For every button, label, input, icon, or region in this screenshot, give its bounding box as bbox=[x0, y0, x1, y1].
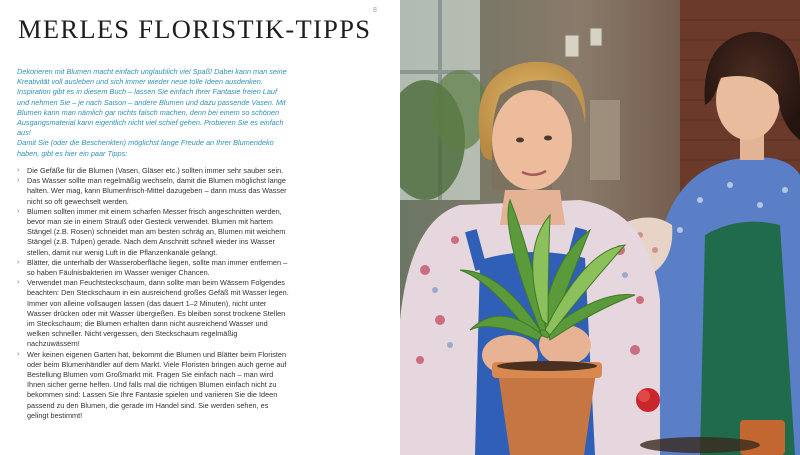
bullet-icon: › bbox=[17, 279, 20, 287]
bullet-icon: › bbox=[17, 207, 20, 215]
photo-page bbox=[400, 0, 800, 455]
intro-text bbox=[17, 67, 289, 159]
tip-text: Blätter, die unterhalb der Wasseroberfläche liegen, sollte man immer entfernen – so haben Fäulnisbakterien im Wasser weniger Chancen. bbox=[27, 257, 288, 278]
tip-text: Verwendet man Feuchtsteckschaum, dann sollte man beim Wässern Folgendes beachten: Den Steckschaum in ein ausreichend großes Gefäß mit Wasser legen. Immer von alleine vollsaugen lassen (das dauert 1–2 Minuten), nicht unter Wasser drücken oder mit Wasser übergießen. Es bleiben sonst trockene Stellen im Steckschaum; die Blumen erhalten dann nicht ausreichend Wasser und welken schneller. Nicht vergessen, den Steckschaum regelmäßig nachzuwässern! bbox=[27, 278, 289, 349]
tip-text: Blumen sollten immer mit einem scharfen Messer frisch angeschnitten werden, bevor man sie in einem Strauß oder Gesteck verwendet. Blumen mit hartem Stängel (z.B. Rosen) schneidet man am besten schräg an, Blumen mit weichem Stängel (z.B. Tulpen) gerade. Nach dem Anschnitt schnell wieder ins Wasser stellen, damit nur wenig Luft in die Pflanzenkanäle gelangt. bbox=[27, 206, 286, 257]
tip-item bbox=[17, 207, 289, 258]
tip-item bbox=[17, 176, 289, 207]
page-number: 8 bbox=[373, 7, 377, 14]
tip-item bbox=[17, 278, 289, 349]
tip-item bbox=[17, 166, 289, 176]
tip-text: Das Wasser sollte man regelmäßig wechseln, damit die Blumen möglichst lange halten. Wer mag, kann Blumenfrisch-Mittel dazugeben – dann muss das Wasser nicht so oft gewechselt werden. bbox=[27, 176, 287, 206]
tip-text: Die Gefäße für die Blumen (Vasen, Gläser etc.) sollten immer sehr sauber sein. bbox=[27, 166, 284, 175]
flower-pot bbox=[498, 372, 596, 455]
bullet-icon: › bbox=[17, 167, 20, 174]
tip-item bbox=[17, 350, 289, 421]
tip-item bbox=[17, 258, 289, 278]
bullet-icon: › bbox=[17, 177, 20, 185]
page-title: MERLES FLORISTIK-TIPPS bbox=[18, 14, 372, 44]
bullet-icon: › bbox=[17, 258, 20, 266]
tips-list bbox=[17, 166, 289, 421]
intro-paragraph: Damit Sie (oder die Beschenkten) möglichst lange Freude an Ihrer Blumendeko haben, gibt es hier ein paar Tipps: bbox=[17, 138, 274, 158]
intro-paragraph: Dekorieren mit Blumen macht einfach unglaublich viel Spaß! Dabei kann man seine Kreativität voll ausleben und sich immer wieder neue tolle Ideen ausdenken. Inspiration gibt es in diesem Buch – lassen Sie einfach Ihrer Fantasie freien Lauf und nehmen Sie – je nach Saison – andere Blumen und dazu passende Vasen. Mit Blumen kann man nämlich gar nichts falsch machen, denn bei einem so schönen Ausgangsmaterial kann eigentlich nicht viel schief gehen. Probieren Sie es einfach aus! bbox=[17, 67, 287, 138]
photo-two-women-with-plant bbox=[400, 0, 800, 455]
bullet-icon: › bbox=[17, 350, 20, 358]
tip-text: Wer keinen eigenen Garten hat, bekommt die Blumen und Blätter beim Floristen oder beim Blumenhändler auf dem Markt. Viele Floristen bringen auch gerne auf Bestellung Blumen vom Großmarkt mit. Fragen Sie einfach nach – man wird Ihnen sicher gerne helfen. Und falls mal die richtigen Blumen einfach nicht zu bekommen sind: Lassen Sie Ihre Fantasie spielen und variieren Sie die Ideen passend zu den Blumen, die gerade im Handel sind. Sie werden sehen, es gelingt bestimmt! bbox=[27, 349, 287, 420]
